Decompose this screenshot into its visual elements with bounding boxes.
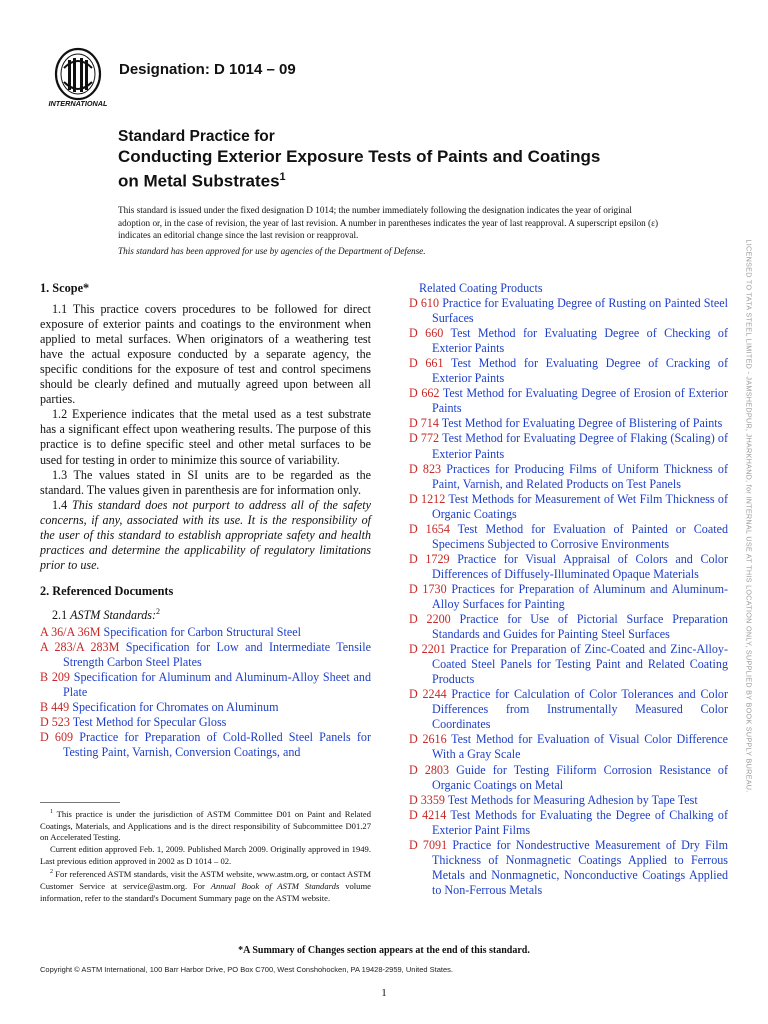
reference-code-link[interactable]: D 610 xyxy=(409,296,440,311)
scope-paragraph-1: 1.1 This practice covers procedures to be followed for direct exposure of exterior paints and coatings to the environment when applied to metal surfaces. When originators of a weathering test have the actual exposure conducted by a separate agency, the specific conditions for the exposure of test and control specimens should be clearly defined and mutually agreed upon between all parties. xyxy=(40,302,371,407)
reference-title-link[interactable]: Test Method for Evaluating Degree of Erosion of Exterior Paints xyxy=(432,386,728,416)
astm-standards-subheading xyxy=(40,604,371,623)
reference-title-link[interactable]: Test Method for Evaluating Degree of Blistering of Paints xyxy=(441,416,723,431)
footnote-1-text: This practice is under the jurisdiction of ASTM Committee D01 on Paint and Related Coatings, Materials, and Applications and is the direct responsibility of Subcommittee D01.27 on Accelerated Testing. xyxy=(40,808,371,843)
reference-code-link[interactable]: D 2201 xyxy=(409,642,446,657)
reference-title-link[interactable]: Test Method for Evaluation of Visual Color Difference With a Gray Scale xyxy=(432,732,728,762)
title-prefix: Standard Practice for xyxy=(118,128,275,145)
reference-title-link[interactable]: Guide for Testing Filiform Corrosion Resistance of Organic Coatings on Metal xyxy=(432,762,728,792)
reference-item xyxy=(409,582,728,612)
title-main-line: Conducting Exterior Exposure Tests of Paints and Coatings xyxy=(118,147,601,166)
reference-item xyxy=(409,642,728,687)
footnote-2-mark: 2 xyxy=(50,869,53,876)
reference-item xyxy=(40,625,371,640)
reference-code-link[interactable]: D 1729 xyxy=(409,551,450,566)
page-number: 1 xyxy=(381,987,387,999)
reference-code-link[interactable]: D 772 xyxy=(409,431,440,446)
reference-item xyxy=(409,522,728,552)
footnote-2 xyxy=(40,867,371,904)
title-main-line-2 xyxy=(118,167,718,192)
footnote-1-edition: Current edition approved Feb. 1, 2009. Published March 2009. Originally approved in 1949. Last previous edition approved in 2002 as D 1014 – 02. xyxy=(40,843,371,866)
reference-item xyxy=(409,386,728,416)
reference-code-link[interactable]: D 714 xyxy=(409,416,439,431)
astm-logo xyxy=(44,46,112,110)
reference-title-link[interactable]: Test Methods for Evaluating the Degree of Chalking of Exterior Paint Films xyxy=(432,807,729,837)
reference-item xyxy=(409,552,728,582)
reference-code-link[interactable]: D 661 xyxy=(409,356,444,371)
reference-title-link[interactable]: Test Method for Evaluating Degree of Cracking of Exterior Paints xyxy=(432,356,728,386)
reference-title-link[interactable]: Test Methods for Measuring Adhesion by Tape Test xyxy=(447,792,698,807)
logo-wordmark: INTERNATIONAL xyxy=(48,99,108,108)
reference-code-link[interactable]: B 209 xyxy=(40,670,70,685)
reference-title-link[interactable]: Specification for Carbon Structural Steel xyxy=(103,625,301,640)
reference-code-link[interactable]: D 1212 xyxy=(409,491,446,506)
footnote-1-mark: 1 xyxy=(50,809,53,815)
astm-standards-number: 2.1 xyxy=(52,607,71,622)
scope-paragraph-4-number: 1.4 xyxy=(52,497,73,512)
designation: Designation: D 1014 – 09 xyxy=(119,61,296,78)
astm-standards-footnote-mark: 2 xyxy=(156,606,161,616)
reference-title-link[interactable]: Practice for Use of Pictorial Surface Preparation Standards and Guides for Painting Steel Surfaces xyxy=(432,612,728,642)
footnotes xyxy=(40,807,371,904)
reference-item xyxy=(409,763,728,793)
reference-code-link[interactable]: D 523 xyxy=(40,715,70,730)
astm-standards-label: ASTM Standards: xyxy=(70,607,157,622)
reference-title-link[interactable]: Practice for Preparation of Zinc-Coated and Zinc-Alloy-Coated Steel Panels for Testing Paint and Related Coating Products xyxy=(432,642,729,687)
reference-title-link[interactable]: Practices for Preparation of Aluminum and Aluminum-Alloy Surfaces for Painting xyxy=(432,581,729,611)
reference-item xyxy=(409,356,728,386)
reference-code-link[interactable]: D 660 xyxy=(409,326,444,341)
reference-item xyxy=(40,730,371,760)
scope-paragraph-4 xyxy=(40,498,371,573)
reference-code-link[interactable]: A 283/A 283M xyxy=(40,640,120,655)
reference-code-link[interactable]: D 2244 xyxy=(409,687,447,702)
side-license-text xyxy=(742,226,756,806)
reference-item xyxy=(409,808,728,838)
footnote-2-text-a: For referenced ASTM standards, visit the ASTM website, www.astm.org, or contact ASTM Customer Service at service@astm.org. For xyxy=(40,869,371,891)
scope-paragraph-3: 1.3 The values stated in SI units are to be regarded as the standard. The values given in parenthesis are for information only. xyxy=(40,467,371,497)
reference-item xyxy=(409,462,728,492)
footnote-2-italic: Annual Book of ASTM Standards xyxy=(210,880,340,891)
reference-title-link[interactable]: Practices for Producing Films of Uniform Thickness of Paint, Varnish, and Related Products on Test Panels xyxy=(432,461,728,491)
reference-code-link[interactable]: D 662 xyxy=(409,386,440,401)
title-main-text: on Metal Substrates xyxy=(118,171,280,191)
reference-code-link[interactable]: B 449 xyxy=(40,700,70,715)
reference-title-link[interactable]: Practice for Preparation of Cold-Rolled Steel Panels for Testing Paint, Varnish, Conversion Coatings, and xyxy=(63,730,372,760)
right-column xyxy=(409,281,728,898)
reference-title-link[interactable]: Specification for Chromates on Aluminum xyxy=(72,700,279,715)
reference-title-link[interactable]: Practice for Nondestructive Measurement of Dry Film Thickness of Nonmagnetic Coatings Applied to Ferrous Metals and Nonmagnetic, Nonconductive Coatings Applied to Non-Ferrous Metals xyxy=(432,837,728,897)
reference-title-link[interactable]: Specification for Low and Intermediate Tensile Strength Carbon Steel Plates xyxy=(63,640,372,670)
reference-code-link[interactable]: D 2200 xyxy=(409,612,451,627)
reference-item xyxy=(409,492,728,522)
section-scope-heading: 1. Scope* xyxy=(40,281,90,295)
reference-item xyxy=(409,431,728,461)
reference-code-link[interactable]: D 823 xyxy=(409,461,442,476)
reference-item xyxy=(409,612,728,642)
reference-code-link[interactable]: D 4214 xyxy=(409,807,447,822)
reference-title-link[interactable]: Test Method for Evaluating Degree of Checking of Exterior Paints xyxy=(432,326,729,356)
reference-item xyxy=(40,700,371,715)
reference-code-link[interactable]: A 36/A 36M xyxy=(40,625,101,640)
left-reference-list xyxy=(40,625,371,760)
section-referenced-heading: 2. Referenced Documents xyxy=(40,583,174,598)
reference-title-link[interactable]: Practice for Evaluating Degree of Rusting on Painted Steel Surfaces xyxy=(432,296,728,326)
footnote-1 xyxy=(40,807,371,844)
scope-paragraph-2: 1.2 Experience indicates that the metal used as a test substrate has a significant effect upon weathering results. The purpose of this practice is to define specific steel and other metal surfaces to be used for testing in order to minimize this source of variability. xyxy=(40,407,371,467)
reference-code-link[interactable]: D 2616 xyxy=(409,732,447,747)
reference-item xyxy=(40,715,371,730)
reference-code-link[interactable]: D 1730 xyxy=(409,581,447,596)
reference-code-link[interactable]: D 3359 xyxy=(409,792,445,807)
reference-code-link[interactable]: D 7091 xyxy=(409,837,448,852)
reference-title-link[interactable]: Practice for Visual Appraisal of Colors and Color Differences of Diffusely-Illuminated Opaque Materials xyxy=(432,551,728,581)
reference-item xyxy=(409,296,728,326)
reference-title-link[interactable]: Test Methods for Measurement of Wet Film Thickness of Organic Coatings xyxy=(432,491,728,521)
approval-note: This standard has been approved for use by agencies of the Department of Defense. xyxy=(118,246,426,256)
summary-of-changes-note: *A Summary of Changes section appears at the end of this standard. xyxy=(238,945,530,956)
left-column xyxy=(40,281,371,760)
reference-item xyxy=(40,640,371,670)
scope-paragraph-4-text: This standard does not purport to address all of the safety concerns, if any, associated with its use. It is the responsibility of the user of this standard to establish appropriate safety and health practices and determine the applicability of regulatory limitations prior to use. xyxy=(40,497,371,572)
reference-title-link[interactable]: Test Method for Specular Gloss xyxy=(72,715,227,730)
reference-item xyxy=(409,687,728,732)
side-license-label: LICENSED TO TATA STEEL LIMITED - JAMSHEDPUR, JHARKHAND, for INTERNAL USE AT THIS LOCATION ONLY, SUPPLIED BY BOOK SUPPLY BUREAU. xyxy=(744,239,754,793)
copyright-notice: Copyright © ASTM International, 100 Barr Harbor Drive, PO Box C700, West Conshohocken, PA 19428-2959, United States. xyxy=(40,965,453,974)
reference-code-link[interactable]: D 609 xyxy=(40,730,74,745)
reference-code-link[interactable]: D 1654 xyxy=(409,521,450,536)
reference-title-link[interactable]: Test Method for Evaluating Degree of Flaking (Scaling) of Exterior Paints xyxy=(432,431,729,461)
reference-item xyxy=(409,732,728,762)
reference-code-link[interactable]: D 2803 xyxy=(409,762,450,777)
title-footnote-mark: 1 xyxy=(279,171,286,183)
reference-title-link[interactable]: Test Method for Evaluation of Painted or Coated Specimens Subjected to Corrosive Environments xyxy=(432,521,728,551)
reference-item xyxy=(409,838,728,898)
issue-note: This standard is issued under the fixed designation D 1014; the number immediately following the designation indicates the year of original adoption or, in the case of revision, the year of last revision. A number in parentheses indicates the year of last reapproval. A superscript epsilon (ε) indicates an editorial change since the last revision or reapproval. xyxy=(118,205,659,241)
footnote-divider xyxy=(40,802,120,803)
reference-item xyxy=(409,326,728,356)
reference-continuation: Related Coating Products xyxy=(419,281,543,295)
reference-title-link[interactable]: Practice for Calculation of Color Tolerances and Color Differences from Instrumentally Measured Color Coordinates xyxy=(432,687,729,732)
footnote-2-text-b: volume information, refer to the standard's Document Summary page on the ASTM website. xyxy=(40,880,371,903)
reference-item xyxy=(409,416,728,431)
reference-title-link[interactable]: Specification for Aluminum and Aluminum-Alloy Sheet and Plate xyxy=(63,670,372,700)
reference-item xyxy=(409,793,728,808)
reference-item xyxy=(40,670,371,700)
title-block xyxy=(118,128,718,192)
right-reference-list xyxy=(409,296,728,898)
